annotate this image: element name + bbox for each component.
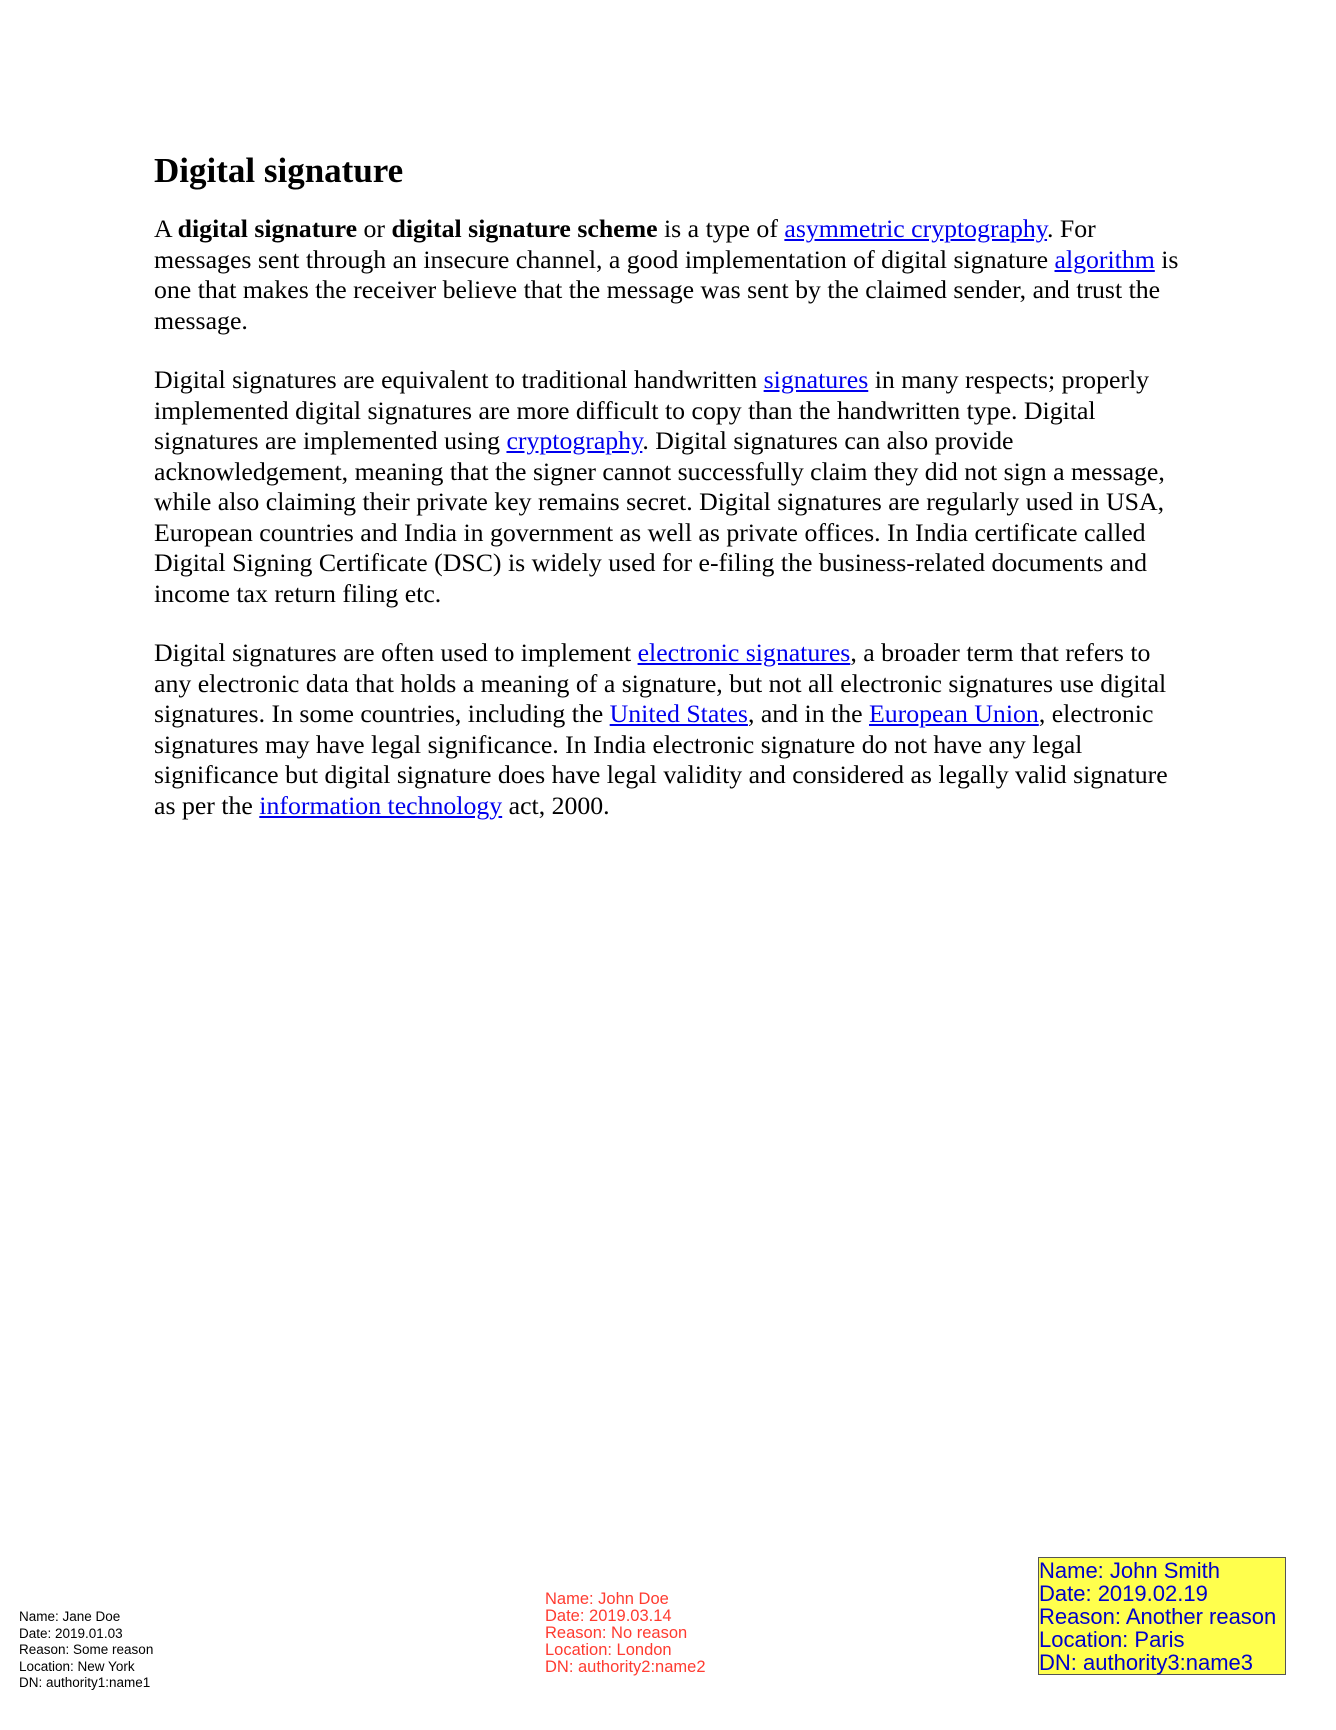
bold-term: digital signature xyxy=(177,214,358,243)
paragraph-equivalence xyxy=(154,365,1184,609)
text-span: is a type of xyxy=(657,214,785,243)
signature-reason: Reason: Another reason xyxy=(1039,1604,1277,1629)
signature-dn: DN: authority2:name2 xyxy=(545,1658,706,1676)
text-span: A xyxy=(154,214,178,243)
signature-name: Name: Jane Doe xyxy=(19,1609,121,1624)
signature-field-2[interactable] xyxy=(545,1591,706,1676)
text-span: or xyxy=(357,214,392,243)
text-span: in many respects; properly implemented digital signatures are more difficult to copy than the handwritten type. Digital signatures are implemented using xyxy=(154,365,1150,455)
link-signatures[interactable]: signatures xyxy=(763,365,869,394)
signature-name: Name: John Smith xyxy=(1039,1558,1220,1583)
link-asymmetric-cryptography[interactable]: asymmetric cryptography xyxy=(784,214,1048,243)
bold-term: digital signature scheme xyxy=(391,214,658,243)
link-european-union[interactable]: European Union xyxy=(869,699,1039,728)
article-content xyxy=(154,150,1184,850)
signature-location: Location: London xyxy=(545,1641,672,1659)
text-span: is one that makes the receiver believe that the message was sent by the claimed sender, and trust the message. xyxy=(154,244,1179,335)
signature-name: Name: John Doe xyxy=(545,1590,669,1608)
text-span: , electronic signatures may have legal significance. In India electronic signature do not have any legal significance but digital signature does have legal validity and considered as legally valid signature as per the xyxy=(154,699,1168,820)
signature-date: Date: 2019.02.19 xyxy=(1039,1581,1208,1606)
link-cryptography[interactable]: cryptography xyxy=(506,426,643,455)
text-span: . For messages sent through an insecure channel, a good implementation of digital signature xyxy=(154,214,1096,274)
signature-location: Location: New York xyxy=(19,1658,135,1674)
text-span: Digital signatures are often used to implement xyxy=(154,638,638,667)
text-span: , and in the xyxy=(747,699,870,728)
signature-date: Date: 2019.03.14 xyxy=(545,1607,672,1625)
signature-location: Location: Paris xyxy=(1039,1627,1185,1652)
link-information-technology[interactable]: information technology xyxy=(259,790,503,820)
paragraph-intro xyxy=(154,214,1184,336)
link-electronic-signatures[interactable]: electronic signatures xyxy=(637,638,851,667)
text-span: Digital signatures are equivalent to traditional handwritten xyxy=(154,365,764,394)
signature-field-1[interactable] xyxy=(19,1609,153,1692)
signature-dn: DN: authority1:name1 xyxy=(19,1675,151,1690)
page-title: Digital signature xyxy=(154,151,404,190)
signature-reason: Reason: No reason xyxy=(545,1624,688,1642)
text-span: act, 2000. xyxy=(502,790,610,820)
text-span: , a broader term that refers to any electronic data that holds a meaning of a signature, but not all electronic signatures use digital signatures. In some countries, including the xyxy=(154,638,1167,728)
link-united-states[interactable]: United States xyxy=(609,699,748,728)
signature-reason: Reason: Some reason xyxy=(19,1642,154,1657)
link-algorithm[interactable]: algorithm xyxy=(1054,244,1155,274)
signature-date: Date: 2019.01.03 xyxy=(19,1625,123,1641)
text-span: . Digital signatures can also provide acknowledgement, meaning that the signer cannot successfully claim they did not sign a message, while also claiming their private key remains secret. Digital signatures are regularly used in USA, European countries and India in government as well as private offices. In India certificate called Digital Signing Certificate (DSC) is widely used for e-filing the business-related documents and income tax return filing etc. xyxy=(154,426,1165,608)
paragraph-electronic-signatures xyxy=(154,638,1184,821)
signature-dn: DN: authority3:name3 xyxy=(1039,1650,1253,1675)
signature-field-3[interactable] xyxy=(1038,1557,1286,1675)
